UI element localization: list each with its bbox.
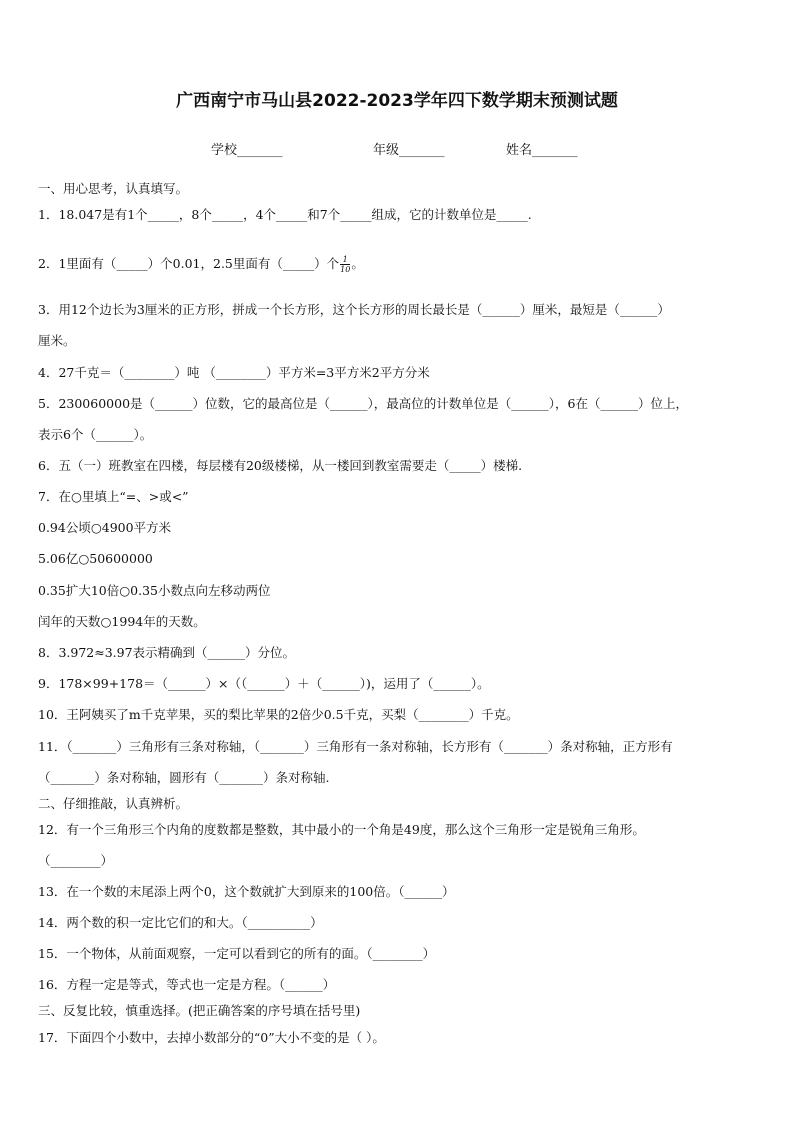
grade-field: 年级_______: [373, 143, 445, 158]
question-9: 9．178×99+178＝（______）×（（______）＋（______）)，运用了（______）。: [38, 676, 490, 691]
question-3-line-2: 厘米。: [38, 333, 76, 348]
question-2: [38, 255, 364, 274]
question-3-line-1: 3．用12个边长为3厘米的正方形，拼成一个长方形，这个长方形的周长最长是（______）厘米，最短是（______）: [38, 302, 670, 317]
section-2-heading: 二、仔细推敲，认真辨析。: [38, 796, 189, 811]
question-12-line-2: （________）: [38, 853, 114, 868]
question-5-line-1: 5．230060000是（______）位数，它的最高位是（______），最高位的计数单位是（______），6在（______）位上，: [38, 396, 688, 411]
question-1: 1．18.047是有1个_____，8个_____，4个_____和7个_____组成，它的计数单位是_____.: [38, 207, 532, 222]
fraction-denominator: 10: [340, 265, 351, 274]
question-13: 13．在一个数的末尾添上两个0，这个数就扩大到原来的100倍。（______）: [38, 884, 455, 899]
question-10: 10．王阿姨买了m千克苹果，买的梨比苹果的2倍少0.5千克，买梨（________）千克。: [38, 707, 519, 722]
question-4: 4．27千克＝（________）吨 （________）平方米=3平方米2平方分米: [38, 365, 430, 380]
question-2-suffix: 。: [351, 256, 364, 271]
question-2-text: 2．1里面有（_____）个0.01，2.5里面有（_____）个: [38, 256, 340, 271]
section-3-heading: 三、反复比较，慎重选择。(把正确答案的序号填在括号里): [38, 1003, 361, 1018]
question-12-line-1: 12．有一个三角形三个内角的度数都是整数，其中最小的一个角是49度，那么这个三角形一定是锐角三角形。: [38, 822, 645, 837]
question-7-item-3: 0.35扩大10倍○0.35小数点向左移动两位: [38, 583, 271, 598]
question-14: 14．两个数的积一定比它们的和大。（__________）: [38, 915, 323, 930]
question-11-line-1: 11．（_______）三角形有三条对称轴，（_______）三角形有一条对称轴，长方形有（_______）条对称轴，正方形有: [38, 739, 673, 754]
name-field: 姓名_______: [506, 143, 578, 158]
question-7: 7．在○里填上“=、>或<”: [38, 489, 189, 504]
question-16: 16．方程一定是等式，等式也一定是方程。（______）: [38, 977, 336, 992]
question-7-item-1: 0.94公顷○4900平方米: [38, 520, 172, 535]
question-17: 17．下面四个小数中，去掉小数部分的“0”大小不变的是（ ）。: [38, 1030, 385, 1045]
fraction-one-tenth: [340, 255, 350, 274]
page-title: 广西南宁市马山县2022-2023学年四下数学期末预测试题: [176, 91, 618, 111]
question-5-line-2: 表示6个（______）。: [38, 427, 153, 442]
section-1-heading: 一、用心思考，认真填写。: [38, 181, 189, 196]
fraction-numerator: 1: [340, 255, 350, 265]
question-6: 6．五（一）班教室在四楼，每层楼有20级楼梯，从一楼回到教室需要走（_____）楼梯.: [38, 458, 523, 473]
question-15: 15．一个物体，从前面观察，一定可以看到它的所有的面。（________）: [38, 946, 436, 961]
question-11-line-2: （_______）条对称轴，圆形有（_______）条对称轴.: [38, 770, 330, 785]
question-8: 8．3.972≈3.97表示精确到（______）分位。: [38, 645, 296, 660]
question-7-item-4: 闰年的天数○1994年的天数。: [38, 614, 206, 629]
school-field: 学校_______: [211, 143, 283, 158]
question-7-item-2: 5.06亿○50600000: [38, 551, 153, 566]
